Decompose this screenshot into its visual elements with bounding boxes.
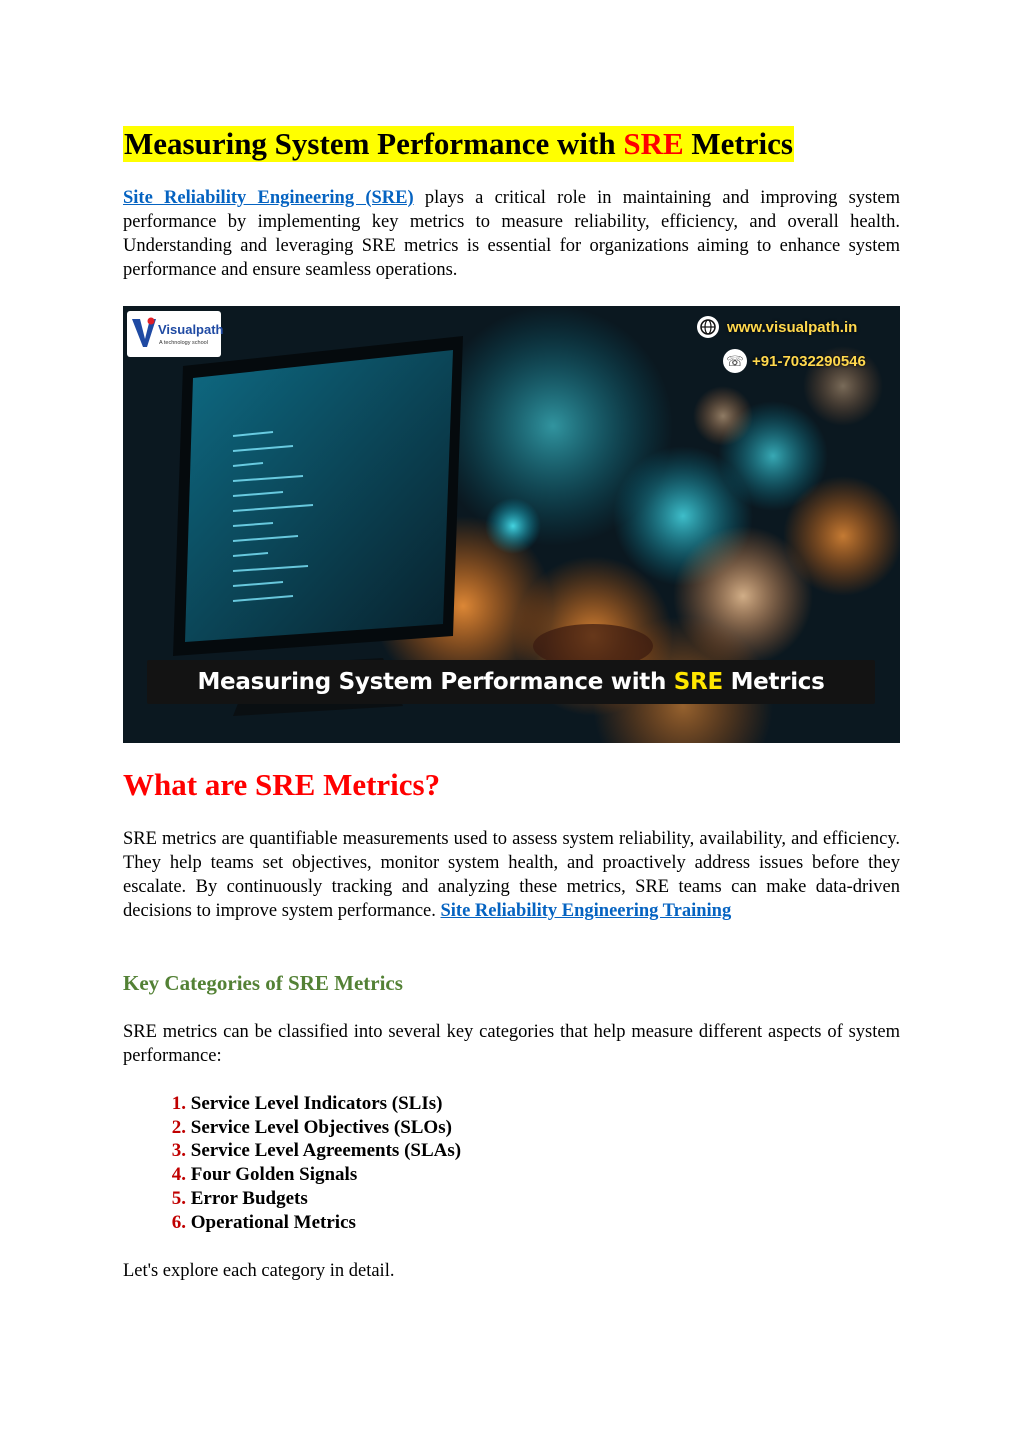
list-number: 5. [171,1187,186,1209]
what-text: SRE metrics are quantifiable measurements used to assess system reliability, availability, and efficiency. They help teams set objectives, monitor system health, and proactively address issues before they escalate. By continuously tracking and analyzing these metrics, SRE teams can make data-driven decisions to improve system performance. [123,829,900,921]
list-label: Error Budgets [190,1187,308,1209]
list-item [123,1163,461,1187]
list-number: 2. [171,1116,186,1138]
list-label: Service Level Agreements (SLAs) [190,1140,462,1162]
section-heading-key: Key Categories of SRE Metrics [123,971,403,995]
title-suffix: Metrics [683,126,793,161]
visualpath-logo [127,311,224,357]
caption-highlight: SRE [673,669,723,695]
list-label: Operational Metrics [190,1211,356,1233]
contact-phone [723,348,866,374]
category-list [123,1092,461,1234]
phone-text: +91-7032290546 [752,352,866,370]
phone-icon: ☏ [723,349,747,373]
list-label: Service Level Indicators (SLIs) [190,1093,443,1114]
title-prefix: Measuring System Performance with [124,126,624,161]
section-heading-what: What are SRE Metrics? [123,767,441,802]
list-number: 3. [171,1140,186,1162]
contact-website [697,314,857,340]
logo-tagline: A technology school [159,340,208,346]
caption-suffix: Metrics [722,669,825,695]
logo-mark-icon [132,317,156,349]
list-label: Four Golden Signals [190,1164,358,1186]
list-item [123,1092,461,1116]
list-item [123,1139,461,1163]
caption-prefix: Measuring System Performance with [197,669,674,695]
banner-image [123,306,900,743]
page-title [123,126,794,162]
list-number: 6. [171,1211,186,1233]
website-text: www.visualpath.in [727,318,858,336]
what-paragraph [123,827,900,923]
sre-link[interactable]: Site Reliability Engineering (SRE) [123,188,414,208]
list-number: 1. [171,1093,186,1114]
logo-name: Visualpath [158,322,224,337]
intro-text: plays a critical role in maintaining and improving system performance by implementing key metrics to measure reliability, efficiency, and overall health. Understanding and leveraging SRE metrics is essential for organizations aiming to enhance system performance and ensure seamless operations. [123,188,900,280]
list-item [123,1187,461,1211]
list-item [123,1211,461,1235]
list-number: 4. [171,1164,186,1186]
intro-paragraph [123,186,900,282]
sre-training-link[interactable]: Site Reliability Engineering Training [440,901,732,921]
title-wrap [123,126,794,162]
closing-paragraph: Let's explore each category in detail. [123,1261,395,1281]
list-item [123,1116,461,1140]
title-highlight: SRE [623,126,684,161]
globe-icon [697,316,719,338]
globe-glyph [697,316,719,338]
key-paragraph: SRE metrics can be classified into several key categories that help measure different aspects of system performance: [123,1022,900,1066]
banner-caption [147,660,875,704]
list-label: Service Level Objectives (SLOs) [190,1116,452,1138]
